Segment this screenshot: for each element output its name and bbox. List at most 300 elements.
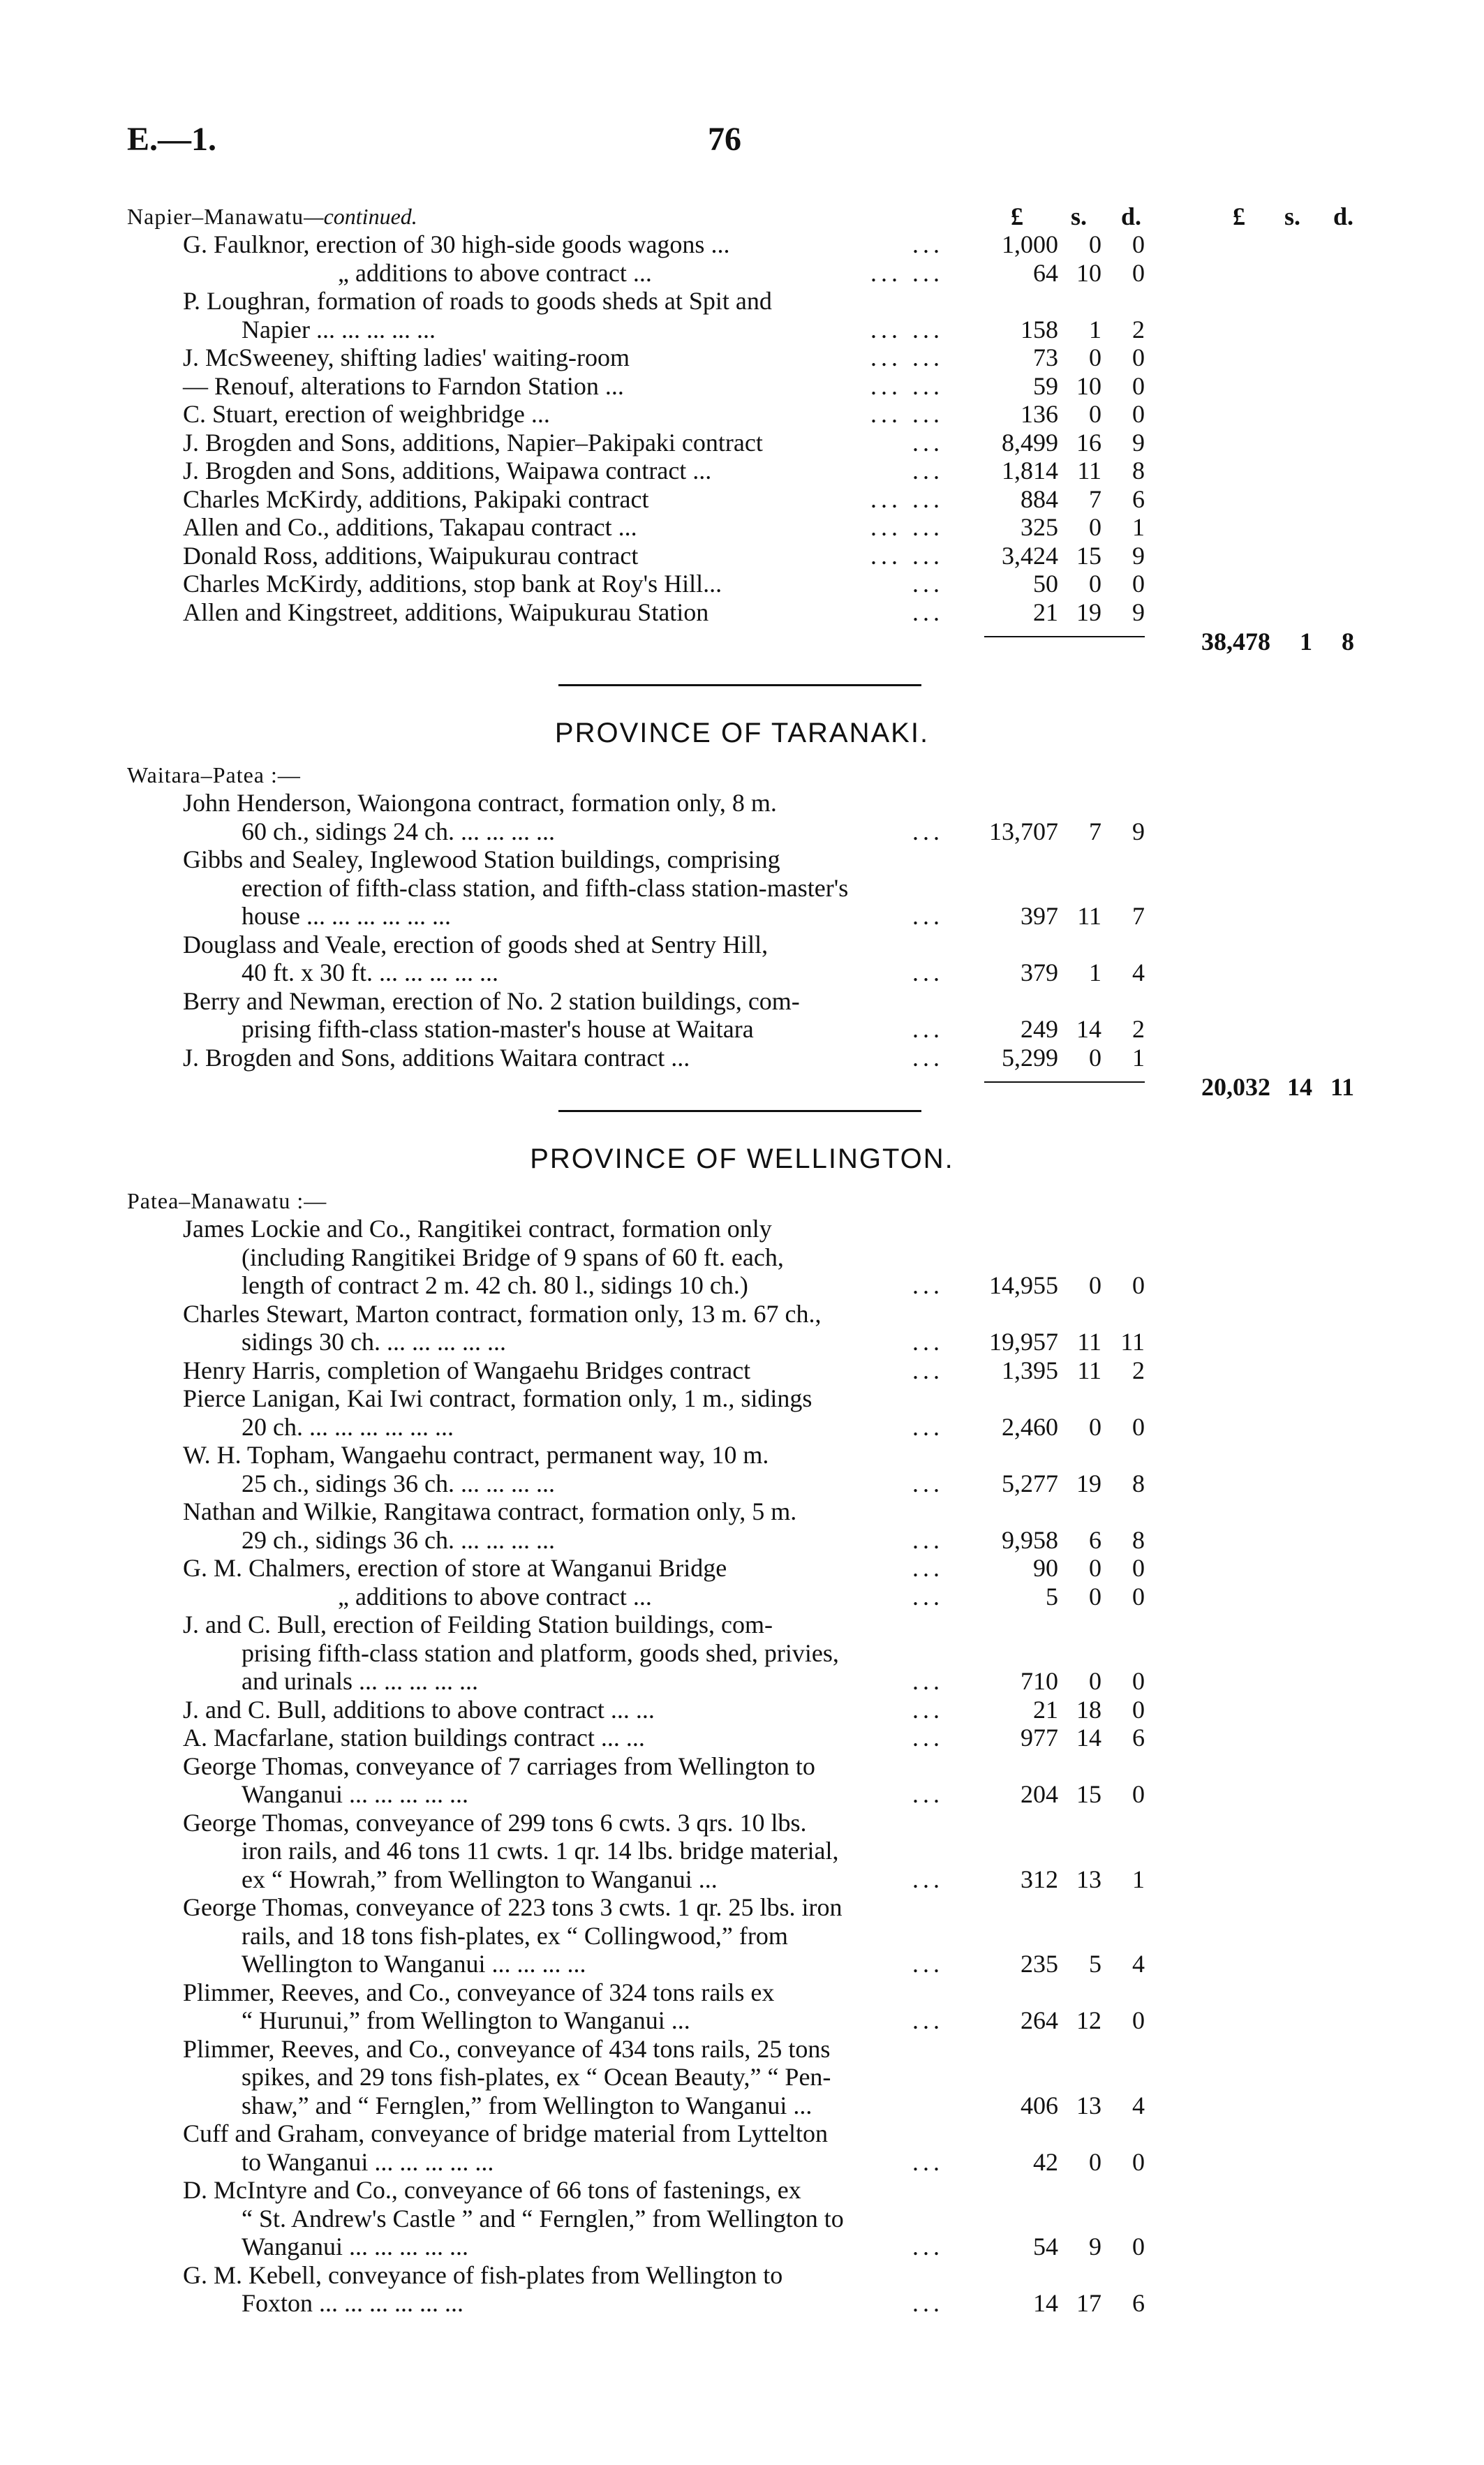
napier-entry-line <box>183 429 944 457</box>
section-divider <box>558 1110 921 1112</box>
amount-pence: 4 <box>1132 958 1145 986</box>
amount-pence: 2 <box>1132 1356 1145 1384</box>
wellington-entry-line <box>183 2119 944 2147</box>
amount-pence: 8 <box>1132 1525 1145 1554</box>
taranaki-entry-line <box>242 1015 944 1043</box>
amount-pounds: 3,424 <box>1002 541 1058 570</box>
wellington-entry-line <box>242 1328 944 1356</box>
amount-pounds: 710 <box>1021 1667 1058 1695</box>
wellington-amount <box>963 1865 1145 1893</box>
wellington-entry-line <box>183 1215 944 1243</box>
wellington-entry-line <box>242 1470 944 1497</box>
leader-dots: ... ... <box>870 343 944 371</box>
leader-dots: ... <box>912 1554 944 1582</box>
amount-shillings: 1 <box>1089 315 1101 343</box>
entry-text: prising fifth-class station-master's house at Waitara <box>242 1015 754 1043</box>
wellington-entry-line <box>183 1752 944 1780</box>
amount-pounds: 2,460 <box>1002 1412 1058 1441</box>
leader-dots: ... <box>912 230 944 258</box>
taranaki-entry-line <box>183 789 944 817</box>
entry-text: (including Rangitikei Bridge of 9 spans of 60 ft. each, <box>242 1243 784 1271</box>
taranaki-amount <box>963 1015 1145 1043</box>
amount-shillings: 0 <box>1089 1412 1101 1441</box>
amount-shillings: 6 <box>1089 1525 1101 1554</box>
total-pence: 8 <box>1342 628 1354 656</box>
amount-shillings: 0 <box>1089 1271 1101 1299</box>
entry-text: house ... ... ... ... ... ... <box>242 902 451 930</box>
amount-pence: 11 <box>1120 1328 1145 1356</box>
napier-amount <box>963 513 1145 541</box>
page-number: 76 <box>708 121 741 158</box>
wellington-amount <box>963 1554 1145 1582</box>
leader-dots: ... <box>912 1724 944 1752</box>
entry-text: G. M. Chalmers, erection of store at Wanganui Bridge <box>183 1554 727 1582</box>
wellington-title: PROVINCE OF WELLINGTON. <box>530 1143 954 1174</box>
amount-pounds: 312 <box>1021 1865 1058 1893</box>
section-divider <box>558 684 921 686</box>
leader-dots: ... <box>912 1412 944 1441</box>
wellington-amount <box>963 1780 1145 1808</box>
wellington-entry-line <box>242 1837 944 1865</box>
amount-shillings: 15 <box>1076 541 1101 570</box>
amount-shillings: 0 <box>1089 1667 1101 1695</box>
taranaki-entry-line <box>242 817 944 845</box>
leader-dots: ... <box>912 598 944 626</box>
entry-text: Allen and Co., additions, Takapau contract ... <box>183 513 637 541</box>
wellington-entry-line <box>242 2148 944 2176</box>
amount-pence: 9 <box>1132 598 1145 626</box>
amount-pence: 0 <box>1132 1780 1145 1808</box>
amount-pence: 2 <box>1132 315 1145 343</box>
wellington-entry-line <box>183 1441 944 1469</box>
leader-dots: ... <box>912 1015 944 1043</box>
napier-amount <box>963 316 1145 343</box>
entry-text: iron rails, and 46 tons 11 cwts. 1 qr. 14 lbs. bridge material, <box>242 1837 839 1865</box>
entry-text: Allen and Kingstreet, additions, Waipukurau Station <box>183 598 709 626</box>
wellington-entry-line <box>183 1384 944 1412</box>
amount-shillings: 0 <box>1089 230 1101 258</box>
amount-pounds: 13,707 <box>989 817 1058 845</box>
napier-entry-line <box>183 598 944 626</box>
amount-pence: 0 <box>1132 2147 1145 2176</box>
amount-pence: 6 <box>1132 1724 1145 1752</box>
leader-dots: ... <box>912 457 944 484</box>
leader-dots: ... ... <box>870 315 944 343</box>
entry-text: Charles Stewart, Marton contract, formation only, 13 m. 67 ch., <box>183 1299 822 1328</box>
wellington-entry-line <box>242 1780 944 1808</box>
entry-text: John Henderson, Waiongona contract, formation only, 8 m. <box>183 789 777 817</box>
amount-pence: 0 <box>1132 1412 1145 1441</box>
entry-text: „ additions to above contract ... <box>338 1582 652 1611</box>
leader-dots: ... <box>912 817 944 845</box>
leader-dots: ... <box>912 2289 944 2317</box>
entry-text: J. and C. Bull, erection of Feilding Station buildings, com- <box>183 1611 773 1638</box>
napier-label-text: Napier–Manawatu <box>127 204 304 229</box>
entry-text: D. McIntyre and Co., conveyance of 66 tons of fastenings, ex <box>183 2176 801 2204</box>
amount-shillings: 0 <box>1089 1043 1101 1072</box>
leader-dots: ... <box>912 1469 944 1497</box>
entry-text: Berry and Newman, erection of No. 2 station buildings, com- <box>183 986 800 1015</box>
amount-shillings: 15 <box>1076 1780 1101 1808</box>
amount-pence: 1 <box>1132 513 1145 541</box>
amount-shillings: 16 <box>1076 428 1101 457</box>
leader-dots: ... <box>912 2006 944 2034</box>
wellington-entry-line <box>183 1611 944 1638</box>
amount-shillings: 11 <box>1077 902 1101 930</box>
taranaki-amount <box>963 958 1145 986</box>
wellington-amount <box>963 1356 1145 1384</box>
amount-shillings: 7 <box>1089 817 1101 845</box>
napier-entry-line <box>183 400 944 428</box>
amount-pounds: 884 <box>1021 484 1058 513</box>
amount-pounds: 14 <box>1033 2289 1058 2317</box>
entry-text: Foxton ... ... ... ... ... ... <box>242 2289 464 2317</box>
amount-pence: 7 <box>1132 902 1145 930</box>
taranaki-entry-line <box>183 987 944 1015</box>
amount-pounds: 5 <box>1046 1582 1058 1611</box>
amount-pence: 0 <box>1132 2006 1145 2034</box>
amount-pounds: 136 <box>1021 400 1058 428</box>
wellington-amount <box>963 1724 1145 1752</box>
amount-pence: 9 <box>1132 428 1145 457</box>
wellington-entry-line <box>242 1865 944 1893</box>
amount-pence: 0 <box>1132 1695 1145 1724</box>
wellington-section-label: Patea–Manawatu :— <box>127 1188 327 1213</box>
amount-pence: 8 <box>1132 1469 1145 1497</box>
amount-pounds: 54 <box>1033 2233 1058 2260</box>
wellington-entry-line <box>242 1667 944 1695</box>
entry-text: G. M. Kebell, conveyance of fish-plates from Wellington to <box>183 2260 783 2289</box>
amount-pence: 1 <box>1132 1865 1145 1893</box>
amount-shillings: 11 <box>1077 457 1101 484</box>
napier-entry-line <box>183 513 944 541</box>
wellington-entry-line <box>242 1950 944 1978</box>
amount-pence: 9 <box>1132 541 1145 570</box>
amount-shillings: 0 <box>1089 343 1101 371</box>
wellington-amount <box>963 2233 1145 2260</box>
taranaki-title: PROVINCE OF TARANAKI. <box>554 718 930 748</box>
total-pounds: 38,478 <box>1201 628 1270 656</box>
leader-dots: ... <box>912 1271 944 1299</box>
napier-total <box>1145 628 1354 656</box>
amount-pounds: 19,957 <box>989 1328 1058 1356</box>
entry-text: to Wanganui ... ... ... ... ... <box>242 2147 494 2176</box>
total-pence: 11 <box>1330 1073 1354 1101</box>
amount-shillings: 0 <box>1089 570 1101 598</box>
wellington-amount <box>963 1526 1145 1554</box>
entry-text: length of contract 2 m. 42 ch. 80 l., sidings 10 ch.) <box>242 1271 748 1299</box>
leader-dots: ... ... <box>870 371 944 400</box>
napier-entry-line <box>183 457 944 484</box>
entry-text: shaw,” and “ Fernglen,” from Wellington to Wanganui ... <box>242 2091 813 2119</box>
amount-shillings: 17 <box>1076 2289 1101 2317</box>
amount-shillings: 1 <box>1089 958 1101 986</box>
napier-entry-line <box>183 343 944 371</box>
wellington-amount <box>963 2092 1145 2119</box>
amount-shillings: 14 <box>1076 1015 1101 1043</box>
leader-dots: ... ... <box>870 258 944 287</box>
leader-dots: ... ... <box>870 400 944 428</box>
entry-text: A. Macfarlane, station buildings contract ... ... <box>183 1724 645 1752</box>
amount-shillings: 0 <box>1089 1582 1101 1611</box>
amount-shillings: 19 <box>1076 598 1101 626</box>
amount-shillings: 13 <box>1076 2091 1101 2119</box>
entry-text: Cuff and Graham, conveyance of bridge material from Lyttelton <box>183 2119 829 2147</box>
amount-pence: 0 <box>1132 230 1145 258</box>
entry-text: 29 ch., sidings 36 ch. ... ... ... ... <box>242 1525 555 1554</box>
wellington-amount <box>963 1470 1145 1497</box>
amount-shillings: 5 <box>1089 1950 1101 1978</box>
entry-text: and urinals ... ... ... ... ... <box>242 1667 478 1695</box>
leader-dots: ... <box>912 2233 944 2260</box>
entry-text: C. Stuart, erection of weighbridge ... <box>183 400 550 428</box>
napier-amount <box>963 429 1145 457</box>
wellington-entry-line <box>183 1497 944 1525</box>
leader-dots: ... <box>912 1356 944 1384</box>
entry-text: Plimmer, Reeves, and Co., conveyance of 324 tons rails ex <box>183 1978 775 2006</box>
amount-pence: 6 <box>1132 484 1145 513</box>
wellington-entry-line <box>183 1300 944 1328</box>
napier-entry-line <box>183 570 944 598</box>
amount-pounds: 977 <box>1021 1724 1058 1752</box>
wellington-amount <box>963 1271 1145 1299</box>
total-shillings: 14 <box>1287 1073 1312 1101</box>
wellington-entry-line <box>183 2176 944 2204</box>
entry-text: G. Faulknor, erection of 30 high-side goods wagons ... <box>183 230 730 258</box>
amount-pence: 0 <box>1132 570 1145 598</box>
amount-pounds: 73 <box>1033 343 1058 371</box>
wellington-entry-line <box>242 1243 944 1271</box>
napier-section-label <box>127 202 417 230</box>
amount-pounds: 21 <box>1033 1695 1058 1724</box>
wellington-entry-line <box>242 1271 944 1299</box>
wellington-amount <box>963 1950 1145 1978</box>
wellington-entry-line <box>183 2035 944 2063</box>
taranaki-section-label: Waitara–Patea :— <box>127 762 301 787</box>
wellington-entry-line <box>183 1809 944 1837</box>
napier-amount <box>963 259 1145 287</box>
wellington-entry-line <box>183 1978 944 2006</box>
col-pounds-head-total: £ <box>1233 202 1245 230</box>
entry-text: Napier ... ... ... ... ... <box>242 315 436 343</box>
leader-dots: ... <box>912 1950 944 1978</box>
amount-pounds: 406 <box>1021 2091 1058 2119</box>
napier-amount <box>963 542 1145 570</box>
entry-text: „ additions to above contract ... <box>338 258 652 287</box>
leader-dots: ... <box>912 1582 944 1611</box>
wellington-entry-line <box>183 1554 944 1582</box>
entry-text: ex “ Howrah,” from Wellington to Wanganui ... <box>242 1865 718 1893</box>
amount-pounds: 204 <box>1021 1780 1058 1808</box>
entry-text: Charles McKirdy, additions, Pakipaki contract <box>183 484 649 513</box>
col-pounds-head: £ <box>1011 202 1023 230</box>
entry-text: 60 ch., sidings 24 ch. ... ... ... ... <box>242 817 555 845</box>
entry-text: 20 ch. ... ... ... ... ... ... <box>242 1412 454 1441</box>
amount-shillings: 0 <box>1089 2147 1101 2176</box>
entry-text: George Thomas, conveyance of 7 carriages from Wellington to <box>183 1752 815 1780</box>
napier-label-suffix: —continued. <box>304 204 417 229</box>
col-shillings-head-total: s. <box>1284 202 1301 230</box>
napier-entry-line <box>242 316 944 343</box>
wellington-entry-line <box>242 2233 944 2260</box>
amount-pence: 0 <box>1132 343 1145 371</box>
taranaki-entry-line <box>183 1044 944 1072</box>
amount-shillings: 10 <box>1076 258 1101 287</box>
amount-shillings: 0 <box>1089 513 1101 541</box>
taranaki-entry-line <box>183 845 944 873</box>
entry-text: sidings 30 ch. ... ... ... ... ... <box>242 1328 507 1356</box>
napier-amount <box>963 343 1145 371</box>
napier-amount <box>963 372 1145 400</box>
amount-pence: 0 <box>1132 2233 1145 2260</box>
wellington-amount <box>963 1696 1145 1724</box>
entry-text: J. and C. Bull, additions to above contract ... ... <box>183 1695 655 1724</box>
napier-entry-line <box>183 230 944 258</box>
amount-pounds: 235 <box>1021 1950 1058 1978</box>
amount-pence: 4 <box>1132 1950 1145 1978</box>
taranaki-subtotal-rule <box>984 1081 1145 1083</box>
amount-pounds: 14,955 <box>989 1271 1058 1299</box>
entry-text: 25 ch., sidings 36 ch. ... ... ... ... <box>242 1469 555 1497</box>
amount-pounds: 59 <box>1033 371 1058 400</box>
amount-pence: 1 <box>1132 1043 1145 1072</box>
leader-dots: ... ... <box>870 513 944 541</box>
leader-dots: ... <box>912 570 944 598</box>
napier-amount <box>963 230 1145 258</box>
leader-dots: ... <box>912 1328 944 1356</box>
amount-pence: 4 <box>1132 2091 1145 2119</box>
amount-shillings: 13 <box>1076 1865 1101 1893</box>
amount-pence: 6 <box>1132 2289 1145 2317</box>
entry-text: Nathan and Wilkie, Rangitawa contract, formation only, 5 m. <box>183 1497 797 1525</box>
leader-dots: ... <box>912 1865 944 1893</box>
amount-pence: 0 <box>1132 1271 1145 1299</box>
entry-text: Henry Harris, completion of Wangaehu Bridges contract <box>183 1356 751 1384</box>
entry-text: George Thomas, conveyance of 299 tons 6 cwts. 3 qrs. 10 lbs. <box>183 1808 807 1837</box>
amount-pence: 0 <box>1132 258 1145 287</box>
amount-pence: 0 <box>1132 371 1145 400</box>
napier-amount <box>963 400 1145 428</box>
amount-pounds: 1,814 <box>1002 457 1058 484</box>
wellington-entry-line <box>242 1413 944 1441</box>
napier-entry-line <box>338 259 944 287</box>
leader-dots: ... <box>912 1043 944 1072</box>
entry-text: J. Brogden and Sons, additions Waitara contract ... <box>183 1043 690 1072</box>
wellington-entry-line <box>183 2261 944 2289</box>
amount-shillings: 11 <box>1077 1328 1101 1356</box>
entry-text: rails, and 18 tons fish-plates, ex “ Collingwood,” from <box>242 1921 788 1950</box>
entry-text: P. Loughran, formation of roads to goods sheds at Spit and <box>183 287 772 315</box>
entry-text: J. Brogden and Sons, additions, Napier–Pakipaki contract <box>183 428 763 457</box>
leader-dots: ... <box>912 1695 944 1724</box>
leader-dots: ... <box>912 1667 944 1695</box>
entry-text: Pierce Lanigan, Kai Iwi contract, formation only, 1 m., sidings <box>183 1384 813 1412</box>
total-pounds: 20,032 <box>1201 1073 1270 1101</box>
entry-text: “ Hurunui,” from Wellington to Wanganui ... <box>242 2006 690 2034</box>
taranaki-entry-line <box>242 874 944 902</box>
wellington-entry-line <box>242 1639 944 1667</box>
amount-shillings: 0 <box>1089 400 1101 428</box>
entry-text: erection of fifth-class station, and fifth-class station-master's <box>242 873 849 902</box>
amount-shillings: 0 <box>1089 1554 1101 1582</box>
wellington-entry-line <box>242 1922 944 1950</box>
wellington-amount <box>963 2006 1145 2034</box>
col-pence-head: d. <box>1121 202 1142 230</box>
wellington-amount <box>963 1667 1145 1695</box>
amount-pence: 0 <box>1132 1582 1145 1611</box>
leader-dots: ... ... <box>870 484 944 513</box>
napier-entry-line <box>183 287 944 315</box>
taranaki-entry-line <box>183 931 944 958</box>
taranaki-total <box>1145 1073 1354 1101</box>
wellington-entry-line <box>242 2289 944 2317</box>
entry-text: 40 ft. x 30 ft. ... ... ... ... ... <box>242 958 498 986</box>
amount-pounds: 249 <box>1021 1015 1058 1043</box>
amount-pounds: 64 <box>1033 258 1058 287</box>
entry-text: J. McSweeney, shifting ladies' waiting-room <box>183 343 630 371</box>
wellington-entry-line <box>183 1724 944 1752</box>
amount-pounds: 264 <box>1021 2006 1058 2034</box>
entry-text: “ St. Andrew's Castle ” and “ Fernglen,” from Wellington to <box>242 2204 844 2233</box>
napier-amount <box>963 598 1145 626</box>
amount-pence: 0 <box>1132 1554 1145 1582</box>
wellington-entry-line <box>183 1356 944 1384</box>
amount-pence: 0 <box>1132 400 1145 428</box>
wellington-entry-line <box>242 2205 944 2233</box>
entry-text: Gibbs and Sealey, Inglewood Station buildings, comprising <box>183 845 780 873</box>
col-pence-head-total: d. <box>1333 202 1354 230</box>
amount-pounds: 9,958 <box>1002 1525 1058 1554</box>
amount-pounds: 90 <box>1033 1554 1058 1582</box>
wellington-entry-line <box>183 1893 944 1921</box>
amount-pounds: 379 <box>1021 958 1058 986</box>
napier-entry-line <box>183 542 944 570</box>
entry-text: George Thomas, conveyance of 223 tons 3 cwts. 1 qr. 25 lbs. iron <box>183 1893 843 1921</box>
amount-pence: 8 <box>1132 457 1145 484</box>
wellington-entry-line <box>338 1583 944 1611</box>
amount-shillings: 14 <box>1076 1724 1101 1752</box>
amount-pounds: 8,499 <box>1002 428 1058 457</box>
amount-shillings: 19 <box>1076 1469 1101 1497</box>
entry-text: James Lockie and Co., Rangitikei contract, formation only <box>183 1215 772 1243</box>
entry-text: spikes, and 29 tons fish-plates, ex “ Ocean Beauty,” “ Pen- <box>242 2063 831 2091</box>
amount-pounds: 42 <box>1033 2147 1058 2176</box>
amount-pounds: 397 <box>1021 902 1058 930</box>
total-shillings: 1 <box>1300 628 1312 656</box>
leader-dots: ... <box>912 902 944 930</box>
taranaki-amount <box>963 1044 1145 1072</box>
amount-pounds: 1,395 <box>1002 1356 1058 1384</box>
amount-shillings: 12 <box>1076 2006 1101 2034</box>
wellington-amount <box>963 2148 1145 2176</box>
taranaki-amount <box>963 817 1145 845</box>
taranaki-entry-line <box>242 958 944 986</box>
leader-dots: ... <box>912 2147 944 2176</box>
wellington-entry-line <box>242 2006 944 2034</box>
wellington-entry-line <box>242 2092 944 2119</box>
amount-shillings: 10 <box>1076 371 1101 400</box>
amount-pounds: 21 <box>1033 598 1058 626</box>
leader-dots: ... <box>912 958 944 986</box>
napier-amount <box>963 570 1145 598</box>
wellington-amount <box>963 1328 1145 1356</box>
amount-pounds: 325 <box>1021 513 1058 541</box>
taranaki-entry-line <box>242 902 944 930</box>
napier-entry-line <box>183 485 944 513</box>
amount-pounds: 5,277 <box>1002 1469 1058 1497</box>
entry-text: Charles McKirdy, additions, stop bank at Roy's Hill... <box>183 570 722 598</box>
entry-text: W. H. Topham, Wangaehu contract, permanent way, 10 m. <box>183 1441 769 1469</box>
